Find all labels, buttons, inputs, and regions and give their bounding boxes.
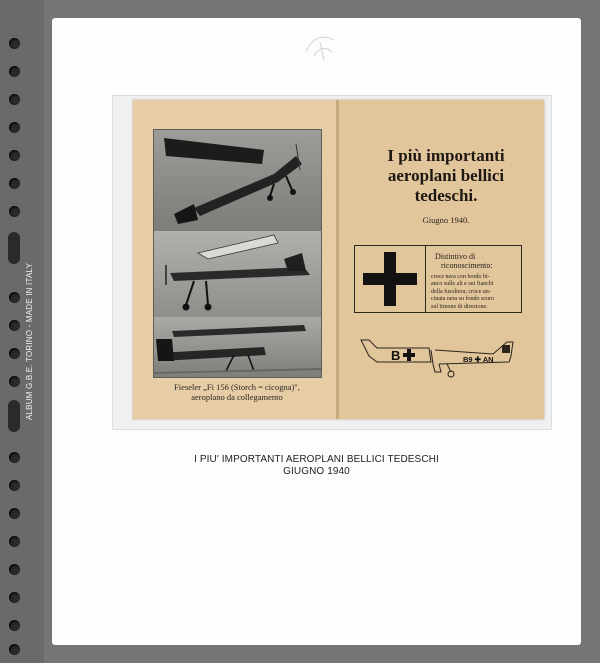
insignia-body-line: della fusoliera; croce un- [431, 288, 491, 295]
binder-hole [9, 508, 20, 519]
binder-hole [9, 150, 20, 161]
aircraft-photo [154, 317, 321, 377]
binder-hole [9, 564, 20, 575]
title-line: tedeschi. [414, 186, 478, 205]
binder-hole [9, 348, 20, 359]
binder-hole [9, 292, 20, 303]
title-line: I più importanti [387, 146, 505, 165]
plane-ground-icon [154, 317, 321, 377]
insignia-body-line: croce nera con bordo bi- [431, 274, 490, 280]
binder-hole [9, 452, 20, 463]
binder-slot [8, 232, 20, 264]
plane-side-icon [154, 231, 321, 317]
photo-collage [153, 129, 322, 378]
insignia-body-line: sul timone di direzione. [431, 303, 488, 310]
booklet-title [351, 146, 541, 206]
binder-hole [9, 536, 20, 547]
booklet-left-panel [133, 100, 337, 419]
binder-hole [9, 66, 20, 77]
title-line: aeroplani bellici [387, 166, 505, 185]
binder-hole [9, 320, 20, 331]
binder-hole [9, 94, 20, 105]
binder-spine [0, 0, 44, 663]
binder-hole [9, 122, 20, 133]
binder-slot [8, 400, 20, 432]
album-caption-line: I PIU' IMPORTANTI AEROPLANI BELLICI TEDESCHI [194, 454, 439, 465]
insignia-heading: riconoscimento: [441, 261, 493, 270]
binder-hole [9, 206, 20, 217]
fold-crease [336, 100, 339, 419]
insignia-description [431, 252, 519, 311]
aircraft-photo [154, 130, 321, 232]
insignia-heading: Distintivo di [435, 252, 476, 261]
marking-code: B9 ✚ AN [463, 355, 494, 364]
binder-hole [9, 376, 20, 387]
binder-hole [9, 644, 20, 655]
album-caption [52, 454, 581, 478]
marking-letter: B [391, 348, 401, 363]
insignia-cell [355, 246, 426, 312]
binder-hole [9, 178, 20, 189]
spine-text: ALBUM G.B.E. TORINO - MADE IN ITALY [25, 262, 34, 420]
plane-markings-diagram [359, 336, 519, 386]
insignia-body-line: anco sulle ali e sui fianchi [431, 281, 494, 288]
photo-caption [147, 382, 327, 402]
binder-hole [9, 480, 20, 491]
binder-hole [9, 38, 20, 49]
insignia-body [431, 274, 519, 311]
binder-hole [9, 620, 20, 631]
insignia-box [354, 245, 522, 313]
booklet [133, 100, 544, 419]
plane-outline-icon [359, 336, 519, 386]
aircraft-photo [154, 231, 321, 318]
booklet-date: Giugno 1940. [422, 215, 470, 225]
caption-line: aeroplano da collegamento [191, 392, 283, 402]
caption-line: Fieseler „Fi 156 (Storch = cicogna)", [174, 382, 300, 392]
insignia-body-line: cinata nera su fondo scuro [431, 296, 494, 303]
plane-in-flight-icon [154, 130, 321, 231]
album-caption-line: GIUGNO 1940 [283, 466, 350, 477]
balkenkreuz-icon [355, 246, 425, 312]
watermark-icon [300, 30, 340, 66]
binder-hole [9, 592, 20, 603]
